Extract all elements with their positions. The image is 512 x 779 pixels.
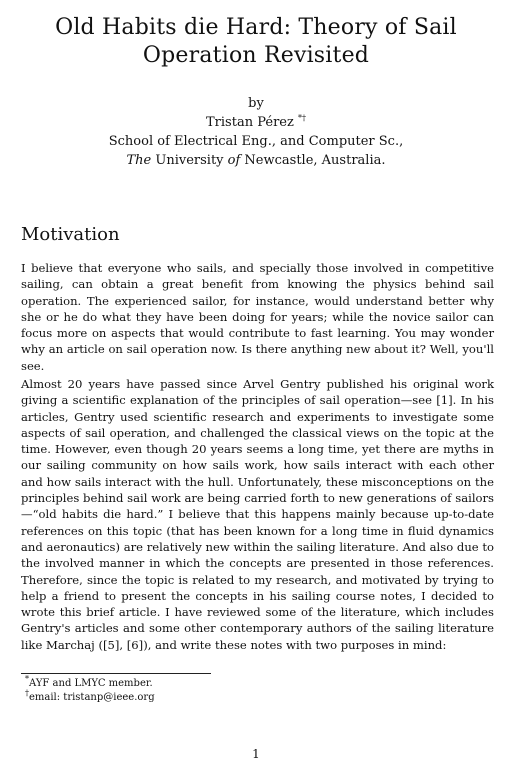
footnote-2-text: email: tristanp@ieee.org [29,692,155,703]
affiliation-line-2 [20,151,492,170]
title-line-1: Old Habits die Hard: Theory of Sail [55,15,457,40]
author-footnote-marks: *† [297,113,306,123]
by-line: by [248,96,264,111]
author-name: Tristan Pérez [206,115,294,130]
footnotes [25,674,155,705]
footnote-1 [25,674,155,691]
author-line [20,113,492,132]
affiliation-the: The [126,153,152,168]
paragraph-1: I believe that everyone who sails, and specially those involved in competitive sailing, can obtain a great benefit from knowing the physics behind sail operation. The experienced sailor, for instance, would understand better why she or he do what they have been doing for years; while the novice sailor can focus more on aspects that would contribute to fast learning. You may wonder why an article on sail operation now. Is there anything new about it? Well, you'll see. [21,261,494,373]
footnote-rule [21,673,211,674]
footnote-1-text: AYF and LMYC member. [29,678,153,689]
affiliation-place: Newcastle, Australia. [240,153,386,168]
footnote-1-mark: * [25,674,29,684]
page-number: 1 [252,747,260,761]
paragraph-2: Almost 20 years have passed since Arvel Gentry published his original work giving a scientific explanation of the principles of sail operation—see [1]. In his articles, Gentry used scientific research and experiments to investigate some aspects of sail operation, and challenged the classical views on the topic at the time. However, even though 20 years seems a long time, yet there are myths in our sailing community on how sails work, how sails interact with each other and how sails interact with the hull. Unfortunately, these misconceptions on the principles behind sail work are being carried forth to new generations of sailors—“old habits die hard.” I believe that this happens mainly because up-to-date references on this topic (that has been known for a long time in fluid dynamics and aeronautics) are relatively new within the sailing literature. And also due to the involved manner in which the concepts are presented in those references. Therefore, since the topic is related to my research, and motivated by trying to help a friend to present the concepts in his sailing course notes, I decided to wrote this brief article. I have reviewed some of the literature, which includes Gentry's articles and some other contemporary authors of the sailing literature like Marchaj ([5], [6]), and write these notes with two purposes in mind: [21,377,494,652]
title-line-2: Operation Revisited [142,43,370,68]
affiliation-university: University [151,153,228,168]
footnote-2-mark: † [25,688,29,698]
footnote-2 [25,688,155,705]
affiliation-line-1: School of Electrical Eng., and Computer Sc., [108,134,404,149]
section-heading: Motivation [21,224,120,245]
author-block [20,94,492,170]
paper-title [20,14,492,70]
affiliation-of: of [227,153,241,168]
